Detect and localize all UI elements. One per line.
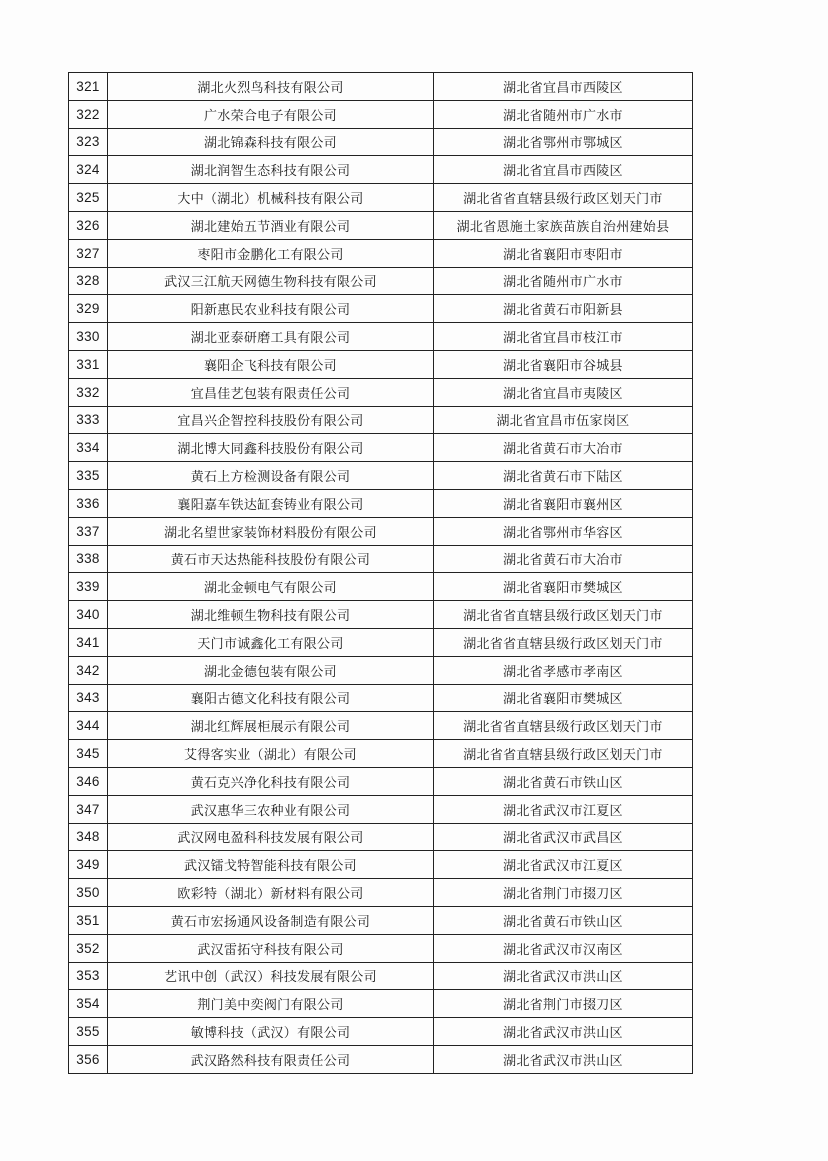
row-number: 348 — [69, 823, 108, 851]
row-number: 352 — [69, 934, 108, 962]
row-number: 343 — [69, 684, 108, 712]
company-region: 湖北省宜昌市伍家岗区 — [434, 406, 693, 434]
row-number: 356 — [69, 1045, 108, 1073]
row-number: 337 — [69, 517, 108, 545]
company-region: 湖北省襄阳市樊城区 — [434, 684, 693, 712]
row-number: 328 — [69, 267, 108, 295]
company-region: 湖北省武汉市洪山区 — [434, 1018, 693, 1046]
company-name: 敏博科技（武汉）有限公司 — [108, 1018, 434, 1046]
table-row — [69, 128, 693, 156]
company-name: 湖北名望世家装饰材料股份有限公司 — [108, 517, 434, 545]
table-row — [69, 823, 693, 851]
company-name: 黄石克兴净化科技有限公司 — [108, 767, 434, 795]
company-name: 武汉雷拓守科技有限公司 — [108, 934, 434, 962]
table-row — [69, 879, 693, 907]
table-row — [69, 740, 693, 768]
table-row — [69, 378, 693, 406]
company-name: 广水荣合电子有限公司 — [108, 100, 434, 128]
company-name: 武汉惠华三农种业有限公司 — [108, 795, 434, 823]
company-name: 湖北金顿电气有限公司 — [108, 573, 434, 601]
company-region: 湖北省荆门市掇刀区 — [434, 990, 693, 1018]
row-number: 335 — [69, 462, 108, 490]
row-number: 331 — [69, 350, 108, 378]
company-region: 湖北省武汉市武昌区 — [434, 823, 693, 851]
table-row — [69, 795, 693, 823]
company-name: 欧彩特（湖北）新材料有限公司 — [108, 879, 434, 907]
company-name: 黄石上方检测设备有限公司 — [108, 462, 434, 490]
company-region: 湖北省武汉市汉南区 — [434, 934, 693, 962]
table-row — [69, 489, 693, 517]
table-row — [69, 517, 693, 545]
table-row — [69, 350, 693, 378]
company-region: 湖北省黄石市大冶市 — [434, 545, 693, 573]
company-list-table — [68, 72, 693, 1074]
company-name: 武汉路然科技有限责任公司 — [108, 1045, 434, 1073]
company-region: 湖北省武汉市洪山区 — [434, 962, 693, 990]
table-row — [69, 295, 693, 323]
company-name: 湖北建始五节酒业有限公司 — [108, 211, 434, 239]
company-name: 荆门美中奕阀门有限公司 — [108, 990, 434, 1018]
company-region: 湖北省襄阳市枣阳市 — [434, 239, 693, 267]
table-row — [69, 684, 693, 712]
table-row — [69, 406, 693, 434]
table-row — [69, 267, 693, 295]
company-name: 武汉镭戈特智能科技有限公司 — [108, 851, 434, 879]
company-name: 武汉网电盈科科技发展有限公司 — [108, 823, 434, 851]
company-name: 湖北红辉展柜展示有限公司 — [108, 712, 434, 740]
company-name: 黄石市天达热能科技股份有限公司 — [108, 545, 434, 573]
row-number: 326 — [69, 211, 108, 239]
company-name: 湖北锦森科技有限公司 — [108, 128, 434, 156]
company-region: 湖北省省直辖县级行政区划天门市 — [434, 184, 693, 212]
table-row — [69, 462, 693, 490]
company-name: 湖北维顿生物科技有限公司 — [108, 601, 434, 629]
row-number: 332 — [69, 378, 108, 406]
company-region: 湖北省武汉市洪山区 — [434, 1045, 693, 1073]
table-row — [69, 184, 693, 212]
table-row — [69, 239, 693, 267]
table-row — [69, 573, 693, 601]
row-number: 338 — [69, 545, 108, 573]
table-row — [69, 628, 693, 656]
table-row — [69, 211, 693, 239]
table-row — [69, 323, 693, 351]
company-region: 湖北省宜昌市夷陵区 — [434, 378, 693, 406]
company-region: 湖北省随州市广水市 — [434, 100, 693, 128]
row-number: 321 — [69, 73, 108, 101]
company-region: 湖北省黄石市阳新县 — [434, 295, 693, 323]
table-row — [69, 990, 693, 1018]
row-number: 329 — [69, 295, 108, 323]
row-number: 341 — [69, 628, 108, 656]
company-name: 襄阳企飞科技有限公司 — [108, 350, 434, 378]
company-name: 武汉三江航天网德生物科技有限公司 — [108, 267, 434, 295]
company-region: 湖北省宜昌市西陵区 — [434, 73, 693, 101]
company-name: 枣阳市金鹏化工有限公司 — [108, 239, 434, 267]
company-region: 湖北省鄂州市华容区 — [434, 517, 693, 545]
row-number: 322 — [69, 100, 108, 128]
company-name: 湖北火烈鸟科技有限公司 — [108, 73, 434, 101]
row-number: 339 — [69, 573, 108, 601]
company-region: 湖北省武汉市江夏区 — [434, 795, 693, 823]
table-row — [69, 73, 693, 101]
row-number: 330 — [69, 323, 108, 351]
company-name: 湖北博大同鑫科技股份有限公司 — [108, 434, 434, 462]
table-row — [69, 712, 693, 740]
table-row — [69, 434, 693, 462]
company-region: 湖北省襄阳市襄州区 — [434, 489, 693, 517]
company-name: 湖北金德包装有限公司 — [108, 656, 434, 684]
company-region: 湖北省宜昌市枝江市 — [434, 323, 693, 351]
table-row — [69, 962, 693, 990]
company-name: 湖北亚泰研磨工具有限公司 — [108, 323, 434, 351]
table-row — [69, 656, 693, 684]
table-row — [69, 1018, 693, 1046]
row-number: 333 — [69, 406, 108, 434]
row-number: 354 — [69, 990, 108, 1018]
row-number: 347 — [69, 795, 108, 823]
row-number: 324 — [69, 156, 108, 184]
row-number: 327 — [69, 239, 108, 267]
table-row — [69, 934, 693, 962]
company-region: 湖北省鄂州市鄂城区 — [434, 128, 693, 156]
row-number: 349 — [69, 851, 108, 879]
company-region: 湖北省宜昌市西陵区 — [434, 156, 693, 184]
company-region: 湖北省省直辖县级行政区划天门市 — [434, 628, 693, 656]
row-number: 323 — [69, 128, 108, 156]
company-name: 大中（湖北）机械科技有限公司 — [108, 184, 434, 212]
table-row — [69, 100, 693, 128]
table-row — [69, 545, 693, 573]
company-region: 湖北省黄石市下陆区 — [434, 462, 693, 490]
company-name: 湖北润智生态科技有限公司 — [108, 156, 434, 184]
row-number: 346 — [69, 767, 108, 795]
row-number: 334 — [69, 434, 108, 462]
company-name: 艺讯中创（武汉）科技发展有限公司 — [108, 962, 434, 990]
row-number: 353 — [69, 962, 108, 990]
company-region: 湖北省襄阳市谷城县 — [434, 350, 693, 378]
table-body — [69, 73, 693, 1074]
row-number: 342 — [69, 656, 108, 684]
company-region: 湖北省襄阳市樊城区 — [434, 573, 693, 601]
row-number: 350 — [69, 879, 108, 907]
company-region: 湖北省孝感市孝南区 — [434, 656, 693, 684]
company-region: 湖北省荆门市掇刀区 — [434, 879, 693, 907]
company-region: 湖北省黄石市铁山区 — [434, 906, 693, 934]
table-row — [69, 156, 693, 184]
company-region: 湖北省恩施土家族苗族自治州建始县 — [434, 211, 693, 239]
table-row — [69, 601, 693, 629]
company-name: 黄石市宏扬通风设备制造有限公司 — [108, 906, 434, 934]
table-row — [69, 1045, 693, 1073]
company-name: 天门市诚鑫化工有限公司 — [108, 628, 434, 656]
company-region: 湖北省随州市广水市 — [434, 267, 693, 295]
company-name: 襄阳嘉车铁达缸套铸业有限公司 — [108, 489, 434, 517]
table-row — [69, 851, 693, 879]
company-region: 湖北省省直辖县级行政区划天门市 — [434, 601, 693, 629]
row-number: 340 — [69, 601, 108, 629]
company-region: 湖北省省直辖县级行政区划天门市 — [434, 712, 693, 740]
row-number: 351 — [69, 906, 108, 934]
table-row — [69, 906, 693, 934]
company-region: 湖北省黄石市大冶市 — [434, 434, 693, 462]
row-number: 355 — [69, 1018, 108, 1046]
company-name: 宜昌兴企智控科技股份有限公司 — [108, 406, 434, 434]
company-region: 湖北省武汉市江夏区 — [434, 851, 693, 879]
company-name: 宜昌佳艺包装有限责任公司 — [108, 378, 434, 406]
company-region: 湖北省黄石市铁山区 — [434, 767, 693, 795]
company-name: 艾得客实业（湖北）有限公司 — [108, 740, 434, 768]
row-number: 345 — [69, 740, 108, 768]
row-number: 336 — [69, 489, 108, 517]
company-region: 湖北省省直辖县级行政区划天门市 — [434, 740, 693, 768]
table-row — [69, 767, 693, 795]
row-number: 325 — [69, 184, 108, 212]
row-number: 344 — [69, 712, 108, 740]
company-name: 阳新惠民农业科技有限公司 — [108, 295, 434, 323]
company-name: 襄阳古德文化科技有限公司 — [108, 684, 434, 712]
